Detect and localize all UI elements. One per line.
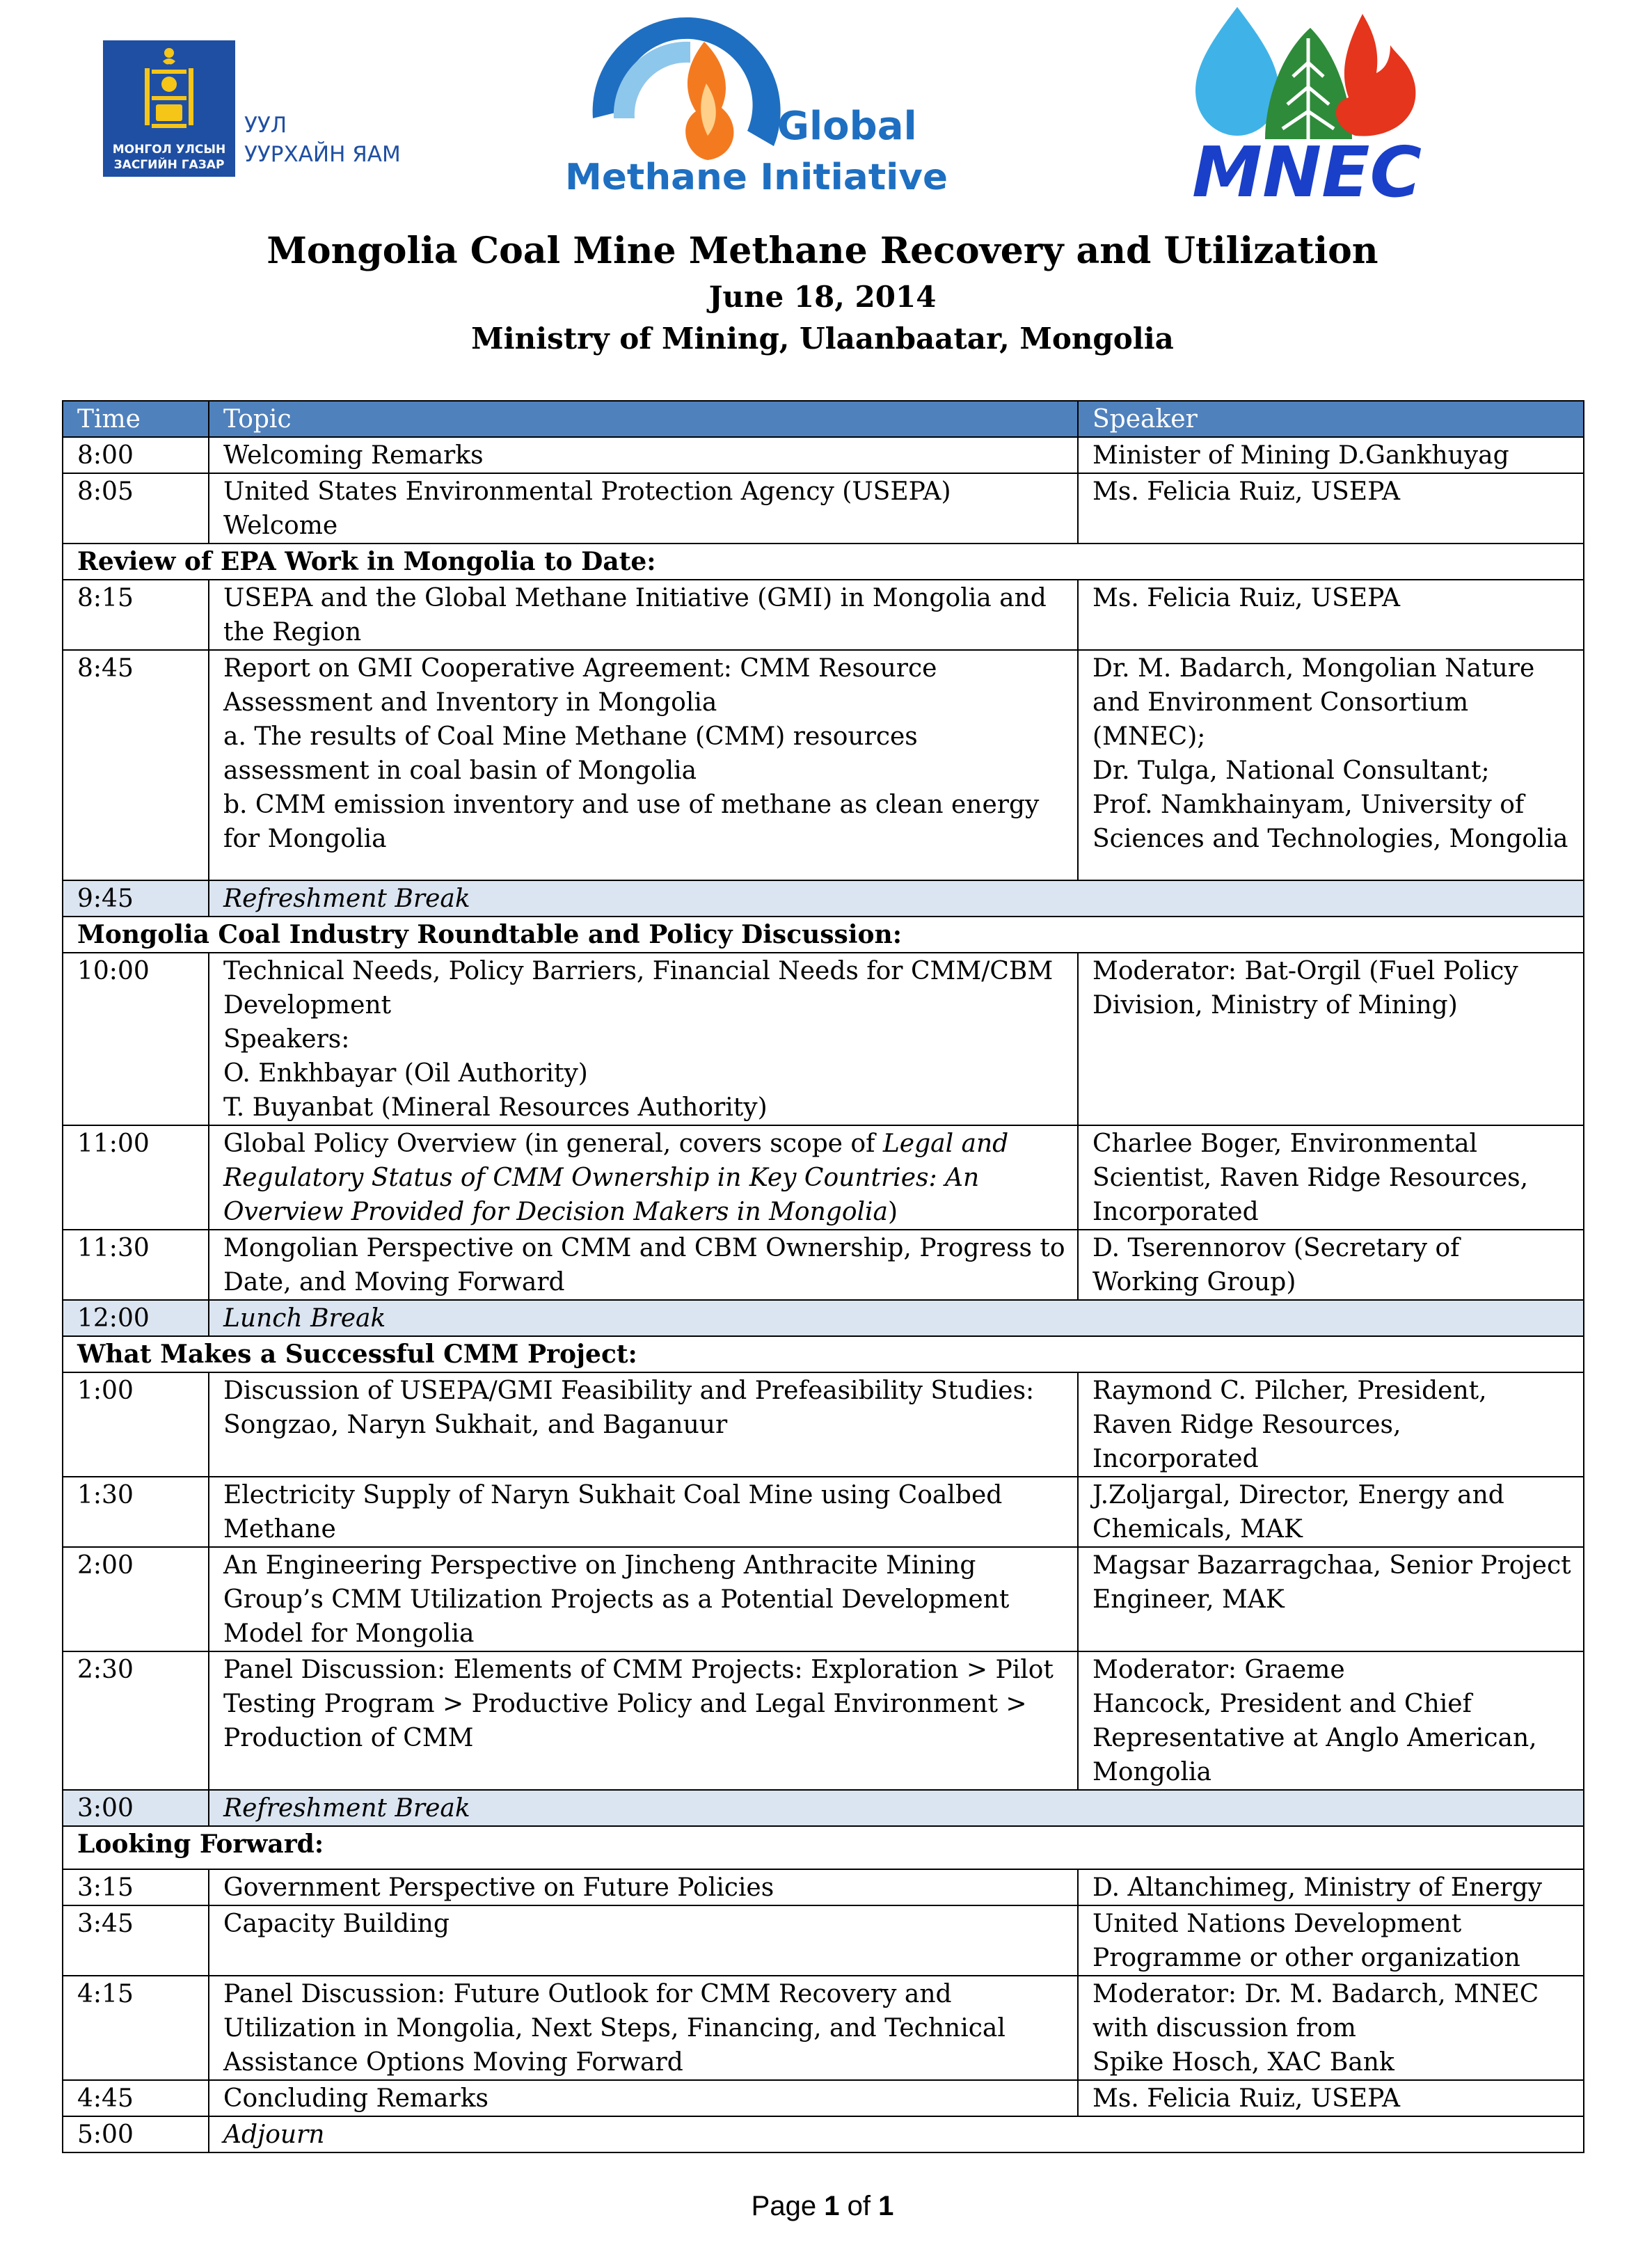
row-speaker: Ms. Felicia Ruiz, USEPA xyxy=(1078,580,1584,650)
table-row xyxy=(63,1976,1584,2080)
row-topic: Mongolian Perspective on CMM and CBM Ownership, Progress to Date, and Moving Forward xyxy=(209,1230,1078,1300)
row-topic: Government Perspective on Future Policies xyxy=(209,1869,1078,1905)
global-methane-initiative-logo xyxy=(565,0,955,202)
title-block xyxy=(0,226,1645,360)
row-speaker: J.Zoljargal, Director, Energy and Chemicals, MAK xyxy=(1078,1477,1584,1547)
row-time: 1:30 xyxy=(63,1477,209,1547)
section-row xyxy=(63,917,1584,953)
row-speaker: Raymond C. Pilcher, President, Raven Ridge Resources, Incorporated xyxy=(1078,1372,1584,1477)
row-topic xyxy=(209,1125,1078,1230)
section-heading: Looking Forward: xyxy=(63,1826,1584,1869)
row-topic: Discussion of USEPA/GMI Feasibility and Prefeasibility Studies: Songzao, Naryn Sukhait, and Baganuur xyxy=(209,1372,1078,1477)
row-topic: Welcoming Remarks xyxy=(209,437,1078,473)
row-time: 1:00 xyxy=(63,1372,209,1477)
row-topic: Capacity Building xyxy=(209,1905,1078,1976)
row-time: 9:45 xyxy=(63,880,209,917)
row-topic-text: Global Policy Overview (in general, covers scope of xyxy=(223,1129,883,1158)
table-row xyxy=(63,473,1584,544)
table-row xyxy=(63,2116,1584,2152)
row-time: 3:00 xyxy=(63,1790,209,1826)
row-speaker: Minister of Mining D.Gankhuyag xyxy=(1078,437,1584,473)
row-time: 8:05 xyxy=(63,473,209,544)
footer-page-word: Page xyxy=(751,2191,817,2221)
mongolia-logo-ministry-line2: УУРХАЙН ЯАМ xyxy=(244,142,401,167)
break-label: Refreshment Break xyxy=(209,1790,1584,1826)
break-row xyxy=(63,880,1584,917)
row-topic: United States Environmental Protection Agency (USEPA) Welcome xyxy=(209,473,1078,544)
table-row xyxy=(63,953,1584,1125)
row-speaker: Moderator: Graeme Hancock, President and Chief Representative at Anglo American, Mongolia xyxy=(1078,1651,1584,1790)
water-drop-icon xyxy=(1195,7,1279,136)
page-title: Mongolia Coal Mine Methane Recovery and Utilization xyxy=(267,230,1378,272)
mnec-logo-text: MNEC xyxy=(1192,132,1422,209)
row-speaker: D. Tserennorov (Secretary of Working Group) xyxy=(1078,1230,1584,1300)
row-topic-italic-title: Legal and Regulatory Status of CMM Ownership in Key Countries: An Overview Provided for Decision Makers in Mongolia xyxy=(223,1129,1009,1226)
section-heading: What Makes a Successful CMM Project: xyxy=(63,1336,1584,1372)
footer-of-word: of xyxy=(847,2191,871,2221)
section-row xyxy=(63,1826,1584,1869)
footer-page-number: 1 xyxy=(824,2191,840,2221)
row-speaker: United Nations Development Programme or other organization xyxy=(1078,1905,1584,1976)
event-location: Ministry of Mining, Ulaanbaatar, Mongolia xyxy=(471,322,1174,356)
table-row xyxy=(63,2080,1584,2116)
mongolia-logo-org-line1: МОНГОЛ УЛСЫН xyxy=(112,143,226,157)
break-row xyxy=(63,1300,1584,1336)
table-row xyxy=(63,1230,1584,1300)
section-row xyxy=(63,1336,1584,1372)
table-row xyxy=(63,1869,1584,1905)
row-time: 4:45 xyxy=(63,2080,209,2116)
row-time: 2:00 xyxy=(63,1547,209,1651)
row-topic-adjourn: Adjourn xyxy=(209,2116,1584,2152)
row-time: 11:30 xyxy=(63,1230,209,1300)
row-time: 10:00 xyxy=(63,953,209,1125)
row-time: 11:00 xyxy=(63,1125,209,1230)
row-topic: Panel Discussion: Elements of CMM Projects: Exploration > Pilot Testing Program > Productive Policy and Legal Environment > Production of CMM xyxy=(209,1651,1078,1790)
mongolia-logo-ministry-line1: УУЛ xyxy=(244,113,287,138)
break-label: Refreshment Break xyxy=(209,880,1584,917)
break-label: Lunch Break xyxy=(209,1300,1584,1336)
gmi-logo-line1: Global xyxy=(777,104,917,149)
logo-bar xyxy=(0,0,1645,209)
row-topic: Technical Needs, Policy Barriers, Financial Needs for CMM/CBM Development Speakers: O. Enkhbayar (Oil Authority) T. Buyanbat (Mineral Resources Authority) xyxy=(209,953,1078,1125)
row-topic: USEPA and the Global Methane Initiative (GMI) in Mongolia and the Region xyxy=(209,580,1078,650)
table-row xyxy=(63,1477,1584,1547)
column-header-speaker: Speaker xyxy=(1078,401,1584,437)
table-row xyxy=(63,1372,1584,1477)
row-topic: Report on GMI Cooperative Agreement: CMM Resource Assessment and Inventory in Mongolia a. The results of Coal Mine Methane (CMM) resources assessment in coal basin of Mongolia b. CMM emission inventory and use of methane as clean energy for Mongolia xyxy=(209,650,1078,880)
row-time: 8:45 xyxy=(63,650,209,880)
table-row xyxy=(63,1905,1584,1976)
row-speaker: Ms. Felicia Ruiz, USEPA xyxy=(1078,473,1584,544)
row-speaker: D. Altanchimeg, Ministry of Energy xyxy=(1078,1869,1584,1905)
mnec-logo xyxy=(1189,7,1425,209)
row-speaker: Magsar Bazarragchaa, Senior Project Engineer, MAK xyxy=(1078,1547,1584,1651)
event-date: June 18, 2014 xyxy=(708,280,937,314)
row-time: 8:15 xyxy=(63,580,209,650)
table-row xyxy=(63,1547,1584,1651)
table-row xyxy=(63,1125,1584,1230)
row-time: 2:30 xyxy=(63,1651,209,1790)
row-topic: An Engineering Perspective on Jincheng Anthracite Mining Group’s CMM Utilization Projects as a Potential Development Model for Mongolia xyxy=(209,1547,1078,1651)
table-row xyxy=(63,437,1584,473)
row-speaker: Moderator: Dr. M. Badarch, MNEC with discussion from Spike Hosch, XAC Bank xyxy=(1078,1976,1584,2080)
table-row xyxy=(63,650,1584,880)
row-time: 3:45 xyxy=(63,1905,209,1976)
section-row xyxy=(63,544,1584,580)
row-topic: Concluding Remarks xyxy=(209,2080,1078,2116)
section-heading: Review of EPA Work in Mongolia to Date: xyxy=(63,544,1584,580)
footer-page-total: 1 xyxy=(878,2191,894,2221)
row-speaker: Moderator: Bat-Orgil (Fuel Policy Division, Ministry of Mining) xyxy=(1078,953,1584,1125)
row-time: 5:00 xyxy=(63,2116,209,2152)
row-time: 8:00 xyxy=(63,437,209,473)
agenda-table xyxy=(62,400,1584,2153)
mongolia-government-logo xyxy=(103,40,451,180)
row-speaker: Charlee Boger, Environmental Scientist, Raven Ridge Resources, Incorporated xyxy=(1078,1125,1584,1230)
mongolia-logo-org-line2: ЗАСГИЙН ГАЗАР xyxy=(113,158,225,172)
table-row xyxy=(63,580,1584,650)
gmi-logo-line2: Methane Initiative xyxy=(565,157,948,198)
column-header-time: Time xyxy=(63,401,209,437)
break-row xyxy=(63,1790,1584,1826)
row-time: 3:15 xyxy=(63,1869,209,1905)
fire-icon xyxy=(1336,14,1416,136)
section-heading: Mongolia Coal Industry Roundtable and Policy Discussion: xyxy=(63,917,1584,953)
row-topic-text-end: ) xyxy=(888,1198,898,1226)
row-topic: Panel Discussion: Future Outlook for CMM Recovery and Utilization in Mongolia, Next Steps, Financing, and Technical Assistance Options Moving Forward xyxy=(209,1976,1078,2080)
row-speaker: Dr. M. Badarch, Mongolian Nature and Environment Consortium (MNEC); Dr. Tulga, National Consultant; Prof. Namkhainyam, University of Sciences and Technologies, Mongolia xyxy=(1078,650,1584,880)
row-time: 4:15 xyxy=(63,1976,209,2080)
row-speaker: Ms. Felicia Ruiz, USEPA xyxy=(1078,2080,1584,2116)
table-row xyxy=(63,1651,1584,1790)
page-footer xyxy=(0,2191,1645,2222)
row-topic: Electricity Supply of Naryn Sukhait Coal Mine using Coalbed Methane xyxy=(209,1477,1078,1547)
table-header-row xyxy=(63,401,1584,437)
column-header-topic: Topic xyxy=(209,401,1078,437)
row-time: 12:00 xyxy=(63,1300,209,1336)
